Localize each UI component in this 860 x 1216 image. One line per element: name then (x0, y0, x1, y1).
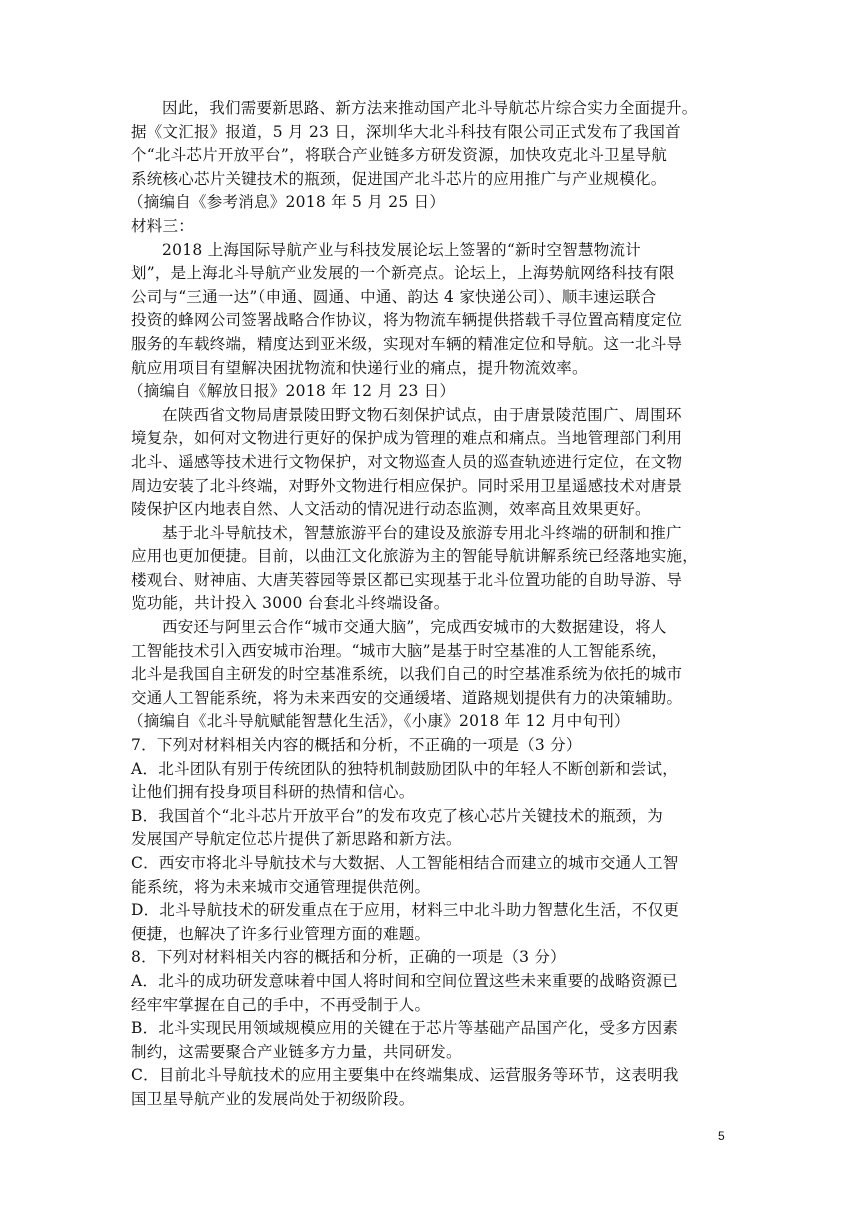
text-line: 便捷，也解决了许多行业管理方面的难题。 (131, 924, 431, 943)
text-line: 北斗是我国自主研发的时空基准系统，以我们自己的时空基准系统为依托的城市 (131, 665, 683, 684)
text-line: 服务的车载终端，精度达到亚米级，实现对车辆的精准定位和导航。这一北斗导 (131, 334, 683, 353)
text-line: 能系统，将为未来城市交通管理提供范例。 (131, 877, 431, 896)
text-line: 应用也更加便捷。目前，以曲江文化旅游为主的智能导航讲解系统已经落地实施， (131, 547, 699, 566)
text-line: 工智能技术引入西安城市治理。“城市大脑”是基于时空基准的人工智能系统， (131, 641, 668, 660)
text-line: 在陕西省文物局唐景陵田野文物石刻保护试点，由于唐景陵范围广、周围环 (162, 405, 682, 424)
text-line: 北斗、遥感等技术进行文物保护，对文物巡查人员的巡查轨迹进行定位，在文物 (131, 452, 683, 471)
text-line: （摘编自《参考消息》2018 年 5 月 25 日） (128, 193, 446, 212)
text-line: 据《文汇报》报道，5 月 23 日，深圳华大北斗科技有限公司正式发布了我国首 (131, 122, 681, 141)
text-line: 境复杂，如何对文物进行更好的保护成为管理的难点和痛点。当地管理部门利用 (131, 429, 683, 448)
text-line: 发展国产导航定位芯片提供了新思路和新方法。 (131, 830, 462, 849)
text-line: 经牢牢掌握在自己的手中，不再受制于人。 (131, 995, 431, 1014)
text-line: 划”，是上海北斗导航产业发展的一个新亮点。论坛上，上海势航网络科技有限 (131, 264, 675, 283)
text-line: 投资的蜂网公司签署战略合作协议，将为物流车辆提供搭载千寻位置高精度定位 (131, 311, 683, 330)
text-line: 周边安装了北斗终端，对野外文物进行相应保护。同时采用卫星遥感技术对唐景 (131, 476, 683, 495)
text-line: C．目前北斗导航技术的应用主要集中在终端集成、运营服务等环节，这表明我 (131, 1066, 679, 1085)
text-line: 交通人工智能系统，将为未来西安的交通缓堵、道路规划提供有力的决策辅助。 (131, 688, 683, 707)
text-line: A．北斗的成功研发意味着中国人将时间和空间位置这些未来重要的战略资源已 (131, 971, 678, 990)
document-body (128, 97, 731, 1112)
text-line: 制约，这需要聚合产业链多方力量，共同研发。 (131, 1042, 462, 1061)
text-line: 航应用项目有望解决困扰物流和快递行业的痛点，提升物流效率。 (131, 358, 588, 377)
text-line: 8．下列对材料相关内容的概括和分析，正确的一项是（3 分） (131, 948, 566, 967)
text-line: 7．下列对材料相关内容的概括和分析，不正确的一项是（3 分） (131, 736, 582, 755)
text-line: 2018 上海国际导航产业与科技发展论坛上签署的“新时空智慧物流计 (162, 240, 642, 259)
text-line: C．西安市将北斗导航技术与大数据、人工智能相结合而建立的城市交通人工智 (131, 854, 679, 872)
text-line: 让他们拥有投身项目科研的热情和信心。 (131, 783, 415, 802)
text-line: 览功能，共计投入 3000 台套北斗终端设备。 (131, 594, 450, 613)
text-line: 楼观台、财神庙、大唐芙蓉园等景区都已实现基于北斗位置功能的自助导游、导 (131, 570, 683, 589)
text-line: A．北斗团队有别于传统团队的独特机制鼓励团队中的年轻人不断创新和尝试， (131, 759, 678, 778)
text-line: 国卫星导航产业的发展尚处于初级阶段。 (131, 1089, 415, 1108)
text-line: 陵保护区内地表自然、人文活动的情况进行动态监测，效率高且效果更好。 (131, 500, 651, 519)
text-line: 西安还与阿里云合作“城市交通大脑”，完成西安城市的大数据建设，将人 (162, 618, 667, 637)
text-line: 因此，我们需要新思路、新方法来推动国产北斗导航芯片综合实力全面提升。 (162, 99, 698, 117)
text-line: 基于北斗导航技术，智慧旅游平台的建设及旅游专用北斗终端的研制和推广 (162, 523, 682, 542)
text-line: B．北斗实现民用领域规模应用的关键在于芯片等基础产品国产化，受多方因素 (131, 1019, 679, 1038)
text-line: 系统核心芯片关键技术的瓶颈，促进国产北斗芯片的应用推广与产业规模化。 (131, 169, 667, 188)
text-line: B．我国首个“北斗芯片开放平台”的发布攻克了核心芯片关键技术的瓶颈，为 (131, 806, 663, 825)
text-line: （摘编自《北斗导航赋能智慧化生活》，《小康》2018 年 12 月中旬刊） (128, 712, 630, 731)
text-line: D．北斗导航技术的研发重点在于应用，材料三中北斗助力智慧化生活，不仅更 (131, 901, 680, 920)
text-line: 材料三： (131, 216, 195, 235)
page-number: 5 (718, 1129, 725, 1143)
text-line: （摘编自《解放日报》2018 年 12 月 23 日） (128, 382, 456, 401)
text-line: 公司与“三通一达”（申通、圆通、中通、韵达 4 家快递公司）、顺丰速运联合 (131, 287, 657, 306)
text-line: 个“北斗芯片开放平台”，将联合产业链多方研发资源，加快攻克北斗卫星导航 (131, 146, 668, 165)
